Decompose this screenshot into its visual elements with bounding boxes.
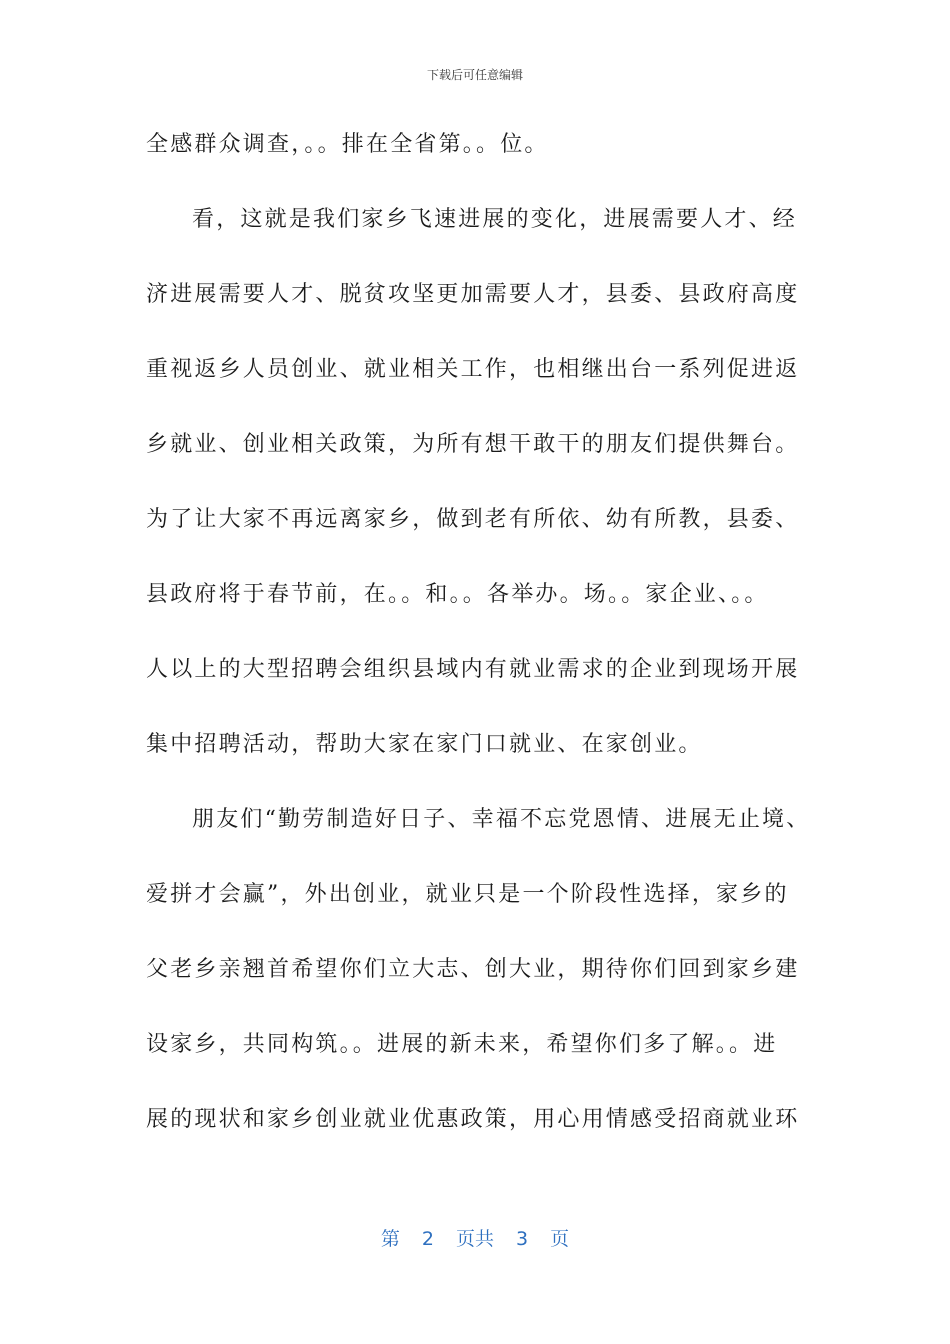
page-number-footer bbox=[0, 1224, 950, 1251]
text-line: 父老乡亲翘首希望你们立大志、创大业，期待你们回到家乡建 bbox=[146, 957, 800, 982]
footer-total-pages: 3 bbox=[516, 1228, 529, 1250]
footer-middle: 页共 bbox=[455, 1228, 494, 1250]
text-line: 重视返乡人员创业、就业相关工作，也相继出台一系列促进返 bbox=[146, 357, 800, 382]
footer-suffix: 页 bbox=[550, 1228, 570, 1250]
text-line: 为了让大家不再远离家乡，做到老有所依、幼有所教，县委、 bbox=[146, 507, 800, 532]
text-line: 县政府将于春节前，在。。和。。各举办。场。。家企业、。。 bbox=[146, 582, 769, 607]
text-line-paragraph-start: 朋友们“勤劳制造好日子、幸福不忘党恩情、进展无止境、 bbox=[192, 807, 811, 832]
text-line: 全感群众调查，。。排在全省第。。位。 bbox=[146, 132, 549, 157]
text-line: 集中招聘活动，帮助大家在家门口就业、在家创业。 bbox=[146, 732, 703, 757]
text-line: 展的现状和家乡创业就业优惠政策，用心用情感受招商就业环 bbox=[146, 1107, 800, 1132]
text-line: 乡就业、创业相关政策，为所有想干敢干的朋友们提供舞台。 bbox=[146, 432, 800, 457]
footer-prefix: 第 bbox=[380, 1228, 400, 1250]
text-line: 设家乡，共同构筑。。进展的新未来，希望你们多了解。。进 bbox=[146, 1032, 778, 1057]
document-body bbox=[146, 122, 816, 1172]
text-line-paragraph-start: 看，这就是我们家乡飞速进展的变化，进展需要人才、经 bbox=[192, 207, 798, 232]
page-header-note: 下载后可任意编辑 bbox=[426, 68, 523, 82]
footer-current-page: 2 bbox=[421, 1228, 434, 1250]
text-line: 人以上的大型招聘会组织县域内有就业需求的企业到现场开展 bbox=[146, 657, 800, 682]
text-line: 爱拼才会赢”，外出创业，就业只是一个阶段性选择，家乡的 bbox=[146, 882, 789, 907]
text-line: 济进展需要人才、脱贫攻坚更加需要人才，县委、县政府高度 bbox=[146, 282, 800, 307]
